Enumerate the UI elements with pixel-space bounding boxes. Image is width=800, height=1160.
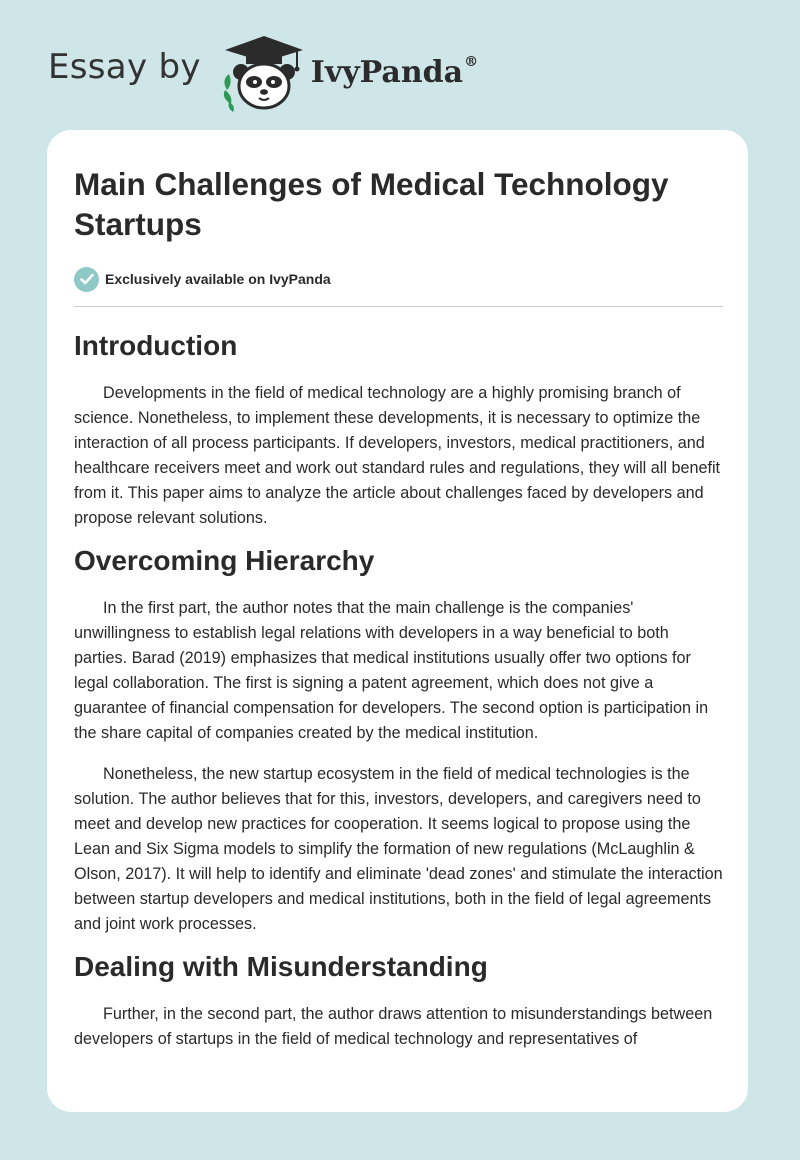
check-circle-icon [74, 267, 99, 292]
brand-name[interactable] [311, 54, 478, 90]
paragraph: Developments in the field of medical technology are a highly promising branch of science. Nonetheless, to implement these developments, it is necessary to optimize the interaction of all process participants. If developers, investors, medical practitioners, and healthcare receivers meet and work out standard rules and regulations, they will all benefit from it. This paper aims to analyze the article about challenges faced by developers and propose relevant solutions. [74, 384, 721, 527]
paragraph: In the first part, the author notes that the main challenge is the companies' unwillingness to establish legal relations with developers in a way beneficial to both parties. Barad (2019) emphasizes that medical institutions usually offer two options for legal collaboration. The first is signing a patent agreement, which does not give a guarantee of financial compensation for developers. The second option is participation in the share capital of companies created by the medical institution. [74, 599, 709, 742]
site-header [48, 28, 508, 118]
panda-graduate-icon[interactable] [219, 28, 309, 118]
divider [74, 306, 723, 307]
article-title: Main Challenges of Medical Technology Startups [74, 166, 669, 242]
section-heading-dealing-with-misunderstanding: Dealing with Misunderstanding [74, 951, 488, 982]
section-heading-overcoming-hierarchy: Overcoming Hierarchy [74, 545, 375, 576]
paragraph: Further, in the second part, the author draws attention to misunderstandings between developers of startups in the field of medical technology and representatives of [74, 1005, 713, 1048]
exclusive-badge [74, 266, 723, 292]
badge-text: Exclusively available on IvyPanda [105, 271, 331, 287]
article-card [47, 130, 748, 1112]
essay-by-label: Essay by [48, 47, 201, 87]
section-heading-introduction: Introduction [74, 330, 238, 361]
trademark: ® [464, 54, 479, 70]
brand-label: IvyPanda [310, 55, 464, 90]
paragraph: Nonetheless, the new startup ecosystem in the field of medical technologies is the solution. The author believes that for this, investors, developers, and caregivers need to meet and develop new practices for cooperation. It seems logical to propose using the Lean and Six Sigma models to simplify the formation of new regulations (McLaughlin & Olson, 2017). It will help to identify and eliminate 'dead zones' and stimulate the interaction between startup developers and medical institutions, both in the field of legal agreements and joint work processes. [74, 765, 723, 933]
article-body [74, 164, 723, 1052]
